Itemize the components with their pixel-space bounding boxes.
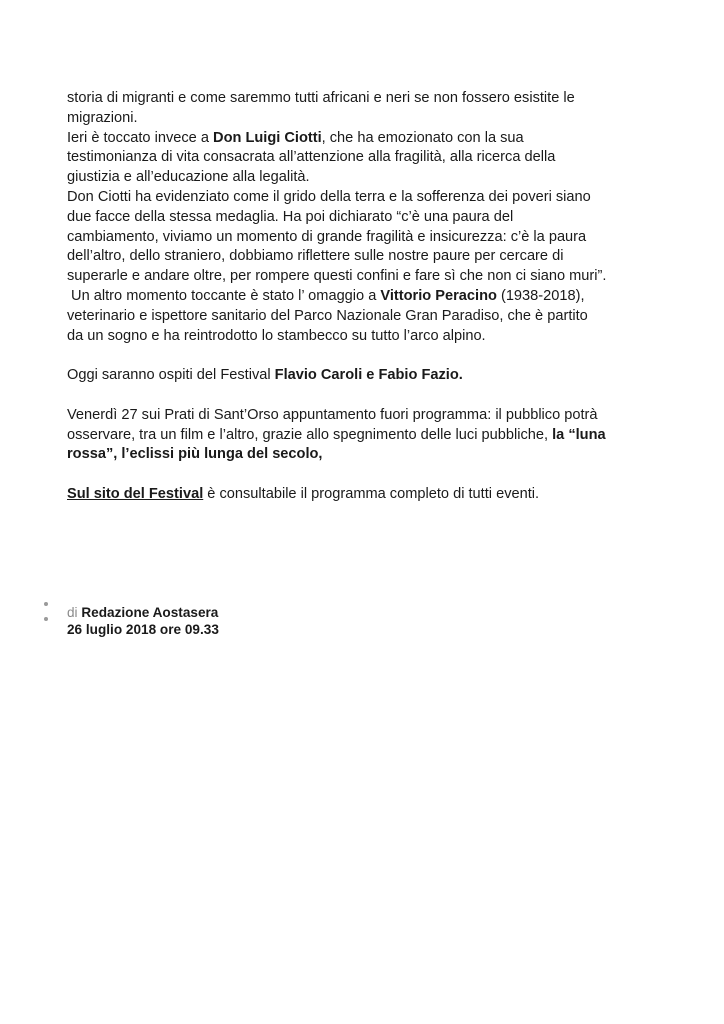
byline-prefix: di [67,605,82,620]
text-span: Un altro momento toccante è stato l’ omaggio a [67,287,381,304]
text-line [67,426,667,446]
text-line [67,129,667,149]
text-line: veterinario e ispettore sanitario del Parco Nazionale Gran Paradiso, che è partito [67,307,588,324]
festival-site-link[interactable]: Sul sito del Festival [67,485,204,502]
paragraph-gap [67,386,667,406]
author-line [67,605,218,622]
text-line: storia di migranti e come saremmo tutti africani e neri se non fossero esistite le [67,90,575,106]
text-span: Oggi saranno ospiti del Festival [67,367,275,384]
guest-names: Flavio Caroli e Fabio Fazio. [274,367,463,384]
highlight-text: rossa”, l’eclissi più lunga del secolo, [67,446,323,463]
text-line: testimonianza di vita consacrata all’attenzione alla fragilità, alla ricerca della [67,149,556,166]
highlight-text: la “luna [552,426,606,443]
text-line: Venerdì 27 sui Prati di Sant’Orso appuntamento fuori programma: il pubblico potrà [67,406,598,423]
text-line: Don Ciotti ha evidenziato come il grido della terra e la sofferenza dei poveri siano [67,188,591,205]
text-span: osservare, tra un film e l’altro, grazie allo spegnimento delle luci pubbliche, [67,426,553,443]
paragraph-gap [67,465,667,485]
date-text: 26 luglio 2018 ore 09.33 [67,622,219,637]
publish-date [67,622,219,639]
text-line: giustizia e all’educazione alla legalità. [67,169,310,186]
text-span: Ieri è toccato invece a [67,129,214,146]
person-name-peracino: Vittorio Peracino [380,287,497,304]
bullet-icon [44,617,48,621]
author-name[interactable]: Redazione Aostasera [81,605,219,620]
text-line [67,445,667,465]
text-line: due facce della stessa medaglia. Ha poi dichiarato “c’è una paura del [67,208,514,225]
text-line [67,485,667,505]
paragraph-gap [67,346,667,366]
text-line [67,366,667,386]
bullet-icon [44,602,48,606]
text-line [67,287,667,307]
person-name-ciotti: Don Luigi Ciotti [213,129,322,146]
text-span: (1938-2018), [496,287,585,304]
text-span: , che ha emozionato con la sua [321,129,524,146]
article-body [67,89,667,505]
text-line: migrazioni. [67,109,138,126]
text-line: cambiamento, viviamo un momento di grande fragilità e insicurezza: c’è la paura [67,228,587,245]
text-line: dell’altro, dello straniero, dobbiamo riflettere sulle nostre paure per cercare di [67,248,564,265]
text-span: è consultabile il programma completo di tutti eventi. [203,485,540,502]
text-line: da un sogno e ha reintrodotto lo stambecco su tutto l’arco alpino. [67,327,486,344]
text-line: superarle e andare oltre, per rompere questi confini e fare sì che non ci siano muri”. [67,268,607,285]
